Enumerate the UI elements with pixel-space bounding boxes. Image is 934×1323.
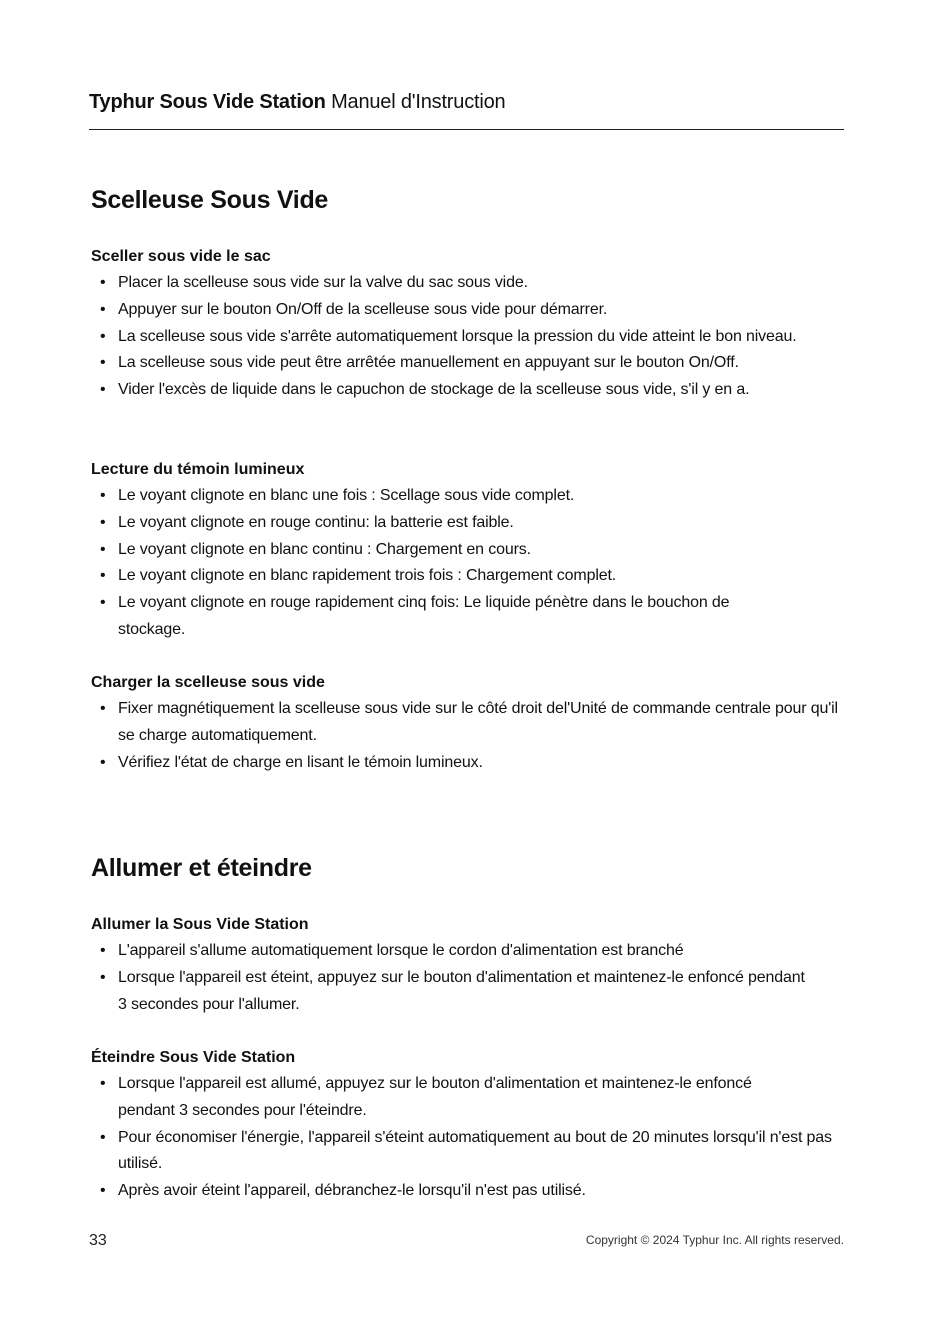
list-item: • Fixer magnétiquement la scelleuse sous vide sur le côté droit del'Unité de commande centrale pour qu'il se charge automatiquement. <box>91 696 871 750</box>
section-title-scelleuse: Scelleuse Sous Vide <box>91 186 329 214</box>
bullet-icon: • <box>100 513 106 531</box>
list-item: • Après avoir éteint l'appareil, débranchez-le lorsqu'il n'est pas utilisé. <box>91 1178 871 1205</box>
bullet-icon: • <box>100 1128 106 1146</box>
header-subtitle: Manuel d'Instruction <box>331 91 506 113</box>
list-item: • Lorsque l'appareil est allumé, appuyez sur le bouton d'alimentation et maintenez-le enfoncé pendant 3 secondes pour l'éteindre. <box>91 1071 871 1125</box>
bullet-list <box>91 696 871 776</box>
bullet-icon: • <box>100 327 106 345</box>
list-item: • L'appareil s'allume automatiquement lorsque le cordon d'alimentation est branché <box>91 938 871 965</box>
bullet-icon: • <box>100 487 106 504</box>
list-item: • Lorsque l'appareil est éteint, appuyez sur le bouton d'alimentation et maintenez-le enfoncé pendant 3 secondes pour l'allumer. <box>91 965 871 1019</box>
bullet-list <box>91 483 871 644</box>
subsection-heading: Lecture du témoin lumineux <box>91 461 305 478</box>
subsection-heading: Allumer la Sous Vide Station <box>91 916 309 933</box>
bullet-icon: • <box>100 968 106 986</box>
bullet-list <box>91 270 871 404</box>
bullet-list <box>91 1071 871 1205</box>
bullet-icon: • <box>100 354 106 372</box>
list-item: • Le voyant clignote en blanc rapidement trois fois : Chargement complet. <box>91 563 871 590</box>
subsection-charger-scelleuse <box>91 669 871 776</box>
bullet-icon: • <box>100 753 106 771</box>
subsection-eteindre-station <box>91 1044 871 1205</box>
subsection-sceller-sac <box>91 243 871 404</box>
list-item: • Placer la scelleuse sous vide sur la valve du sac sous vide. <box>91 270 871 297</box>
subsection-temoin-lumineux <box>91 456 871 644</box>
bullet-icon: • <box>100 942 106 959</box>
section-title-allumer-eteindre: Allumer et éteindre <box>91 854 312 882</box>
list-item: • Vider l'excès de liquide dans le capuchon de stockage de la scelleuse sous vide, s'il y en a. <box>91 377 871 404</box>
bullet-icon: • <box>100 700 106 717</box>
list-item: • Le voyant clignote en rouge continu: la batterie est faible. <box>91 510 871 537</box>
subsection-heading: Charger la scelleuse sous vide <box>91 674 325 691</box>
bullet-icon: • <box>100 594 106 612</box>
list-item: • Appuyer sur le bouton On/Off de la scelleuse sous vide pour démarrer. <box>91 297 871 324</box>
bullet-icon: • <box>100 1075 106 1092</box>
bullet-icon: • <box>100 540 106 558</box>
list-item: • La scelleuse sous vide peut être arrêtée manuellement en appuyant sur le bouton On/Off. <box>91 350 871 377</box>
bullet-icon: • <box>100 1182 106 1200</box>
bullet-icon: • <box>100 274 106 291</box>
bullet-icon: • <box>100 300 106 318</box>
subsection-heading: Éteindre Sous Vide Station <box>91 1049 296 1066</box>
list-item: • Vérifiez l'état de charge en lisant le témoin lumineux. <box>91 750 871 777</box>
page-number: 33 <box>89 1232 107 1249</box>
header-divider <box>89 129 844 130</box>
copyright-notice: Copyright © 2024 Typhur Inc. All rights reserved. <box>585 1233 844 1247</box>
bullet-list <box>91 938 871 1018</box>
list-item: • Le voyant clignote en blanc continu : Chargement en cours. <box>91 537 871 564</box>
list-item: • Le voyant clignote en blanc une fois : Scellage sous vide complet. <box>91 483 871 510</box>
subsection-allumer-station <box>91 911 871 1018</box>
page-header <box>89 88 844 116</box>
list-item: • Le voyant clignote en rouge rapidement cinq fois: Le liquide pénètre dans le bouchon de stockage. <box>91 590 871 644</box>
bullet-icon: • <box>100 381 106 399</box>
bullet-icon: • <box>100 567 106 585</box>
list-item: • Pour économiser l'énergie, l'appareil s'éteint automatiquement au bout de 20 minutes lorsqu'il n'est pas utilisé. <box>91 1125 871 1179</box>
subsection-heading: Sceller sous vide le sac <box>91 248 271 265</box>
header-brand: Typhur Sous Vide Station <box>89 91 326 113</box>
list-item: • La scelleuse sous vide s'arrête automatiquement lorsque la pression du vide atteint le bon niveau. <box>91 324 871 351</box>
